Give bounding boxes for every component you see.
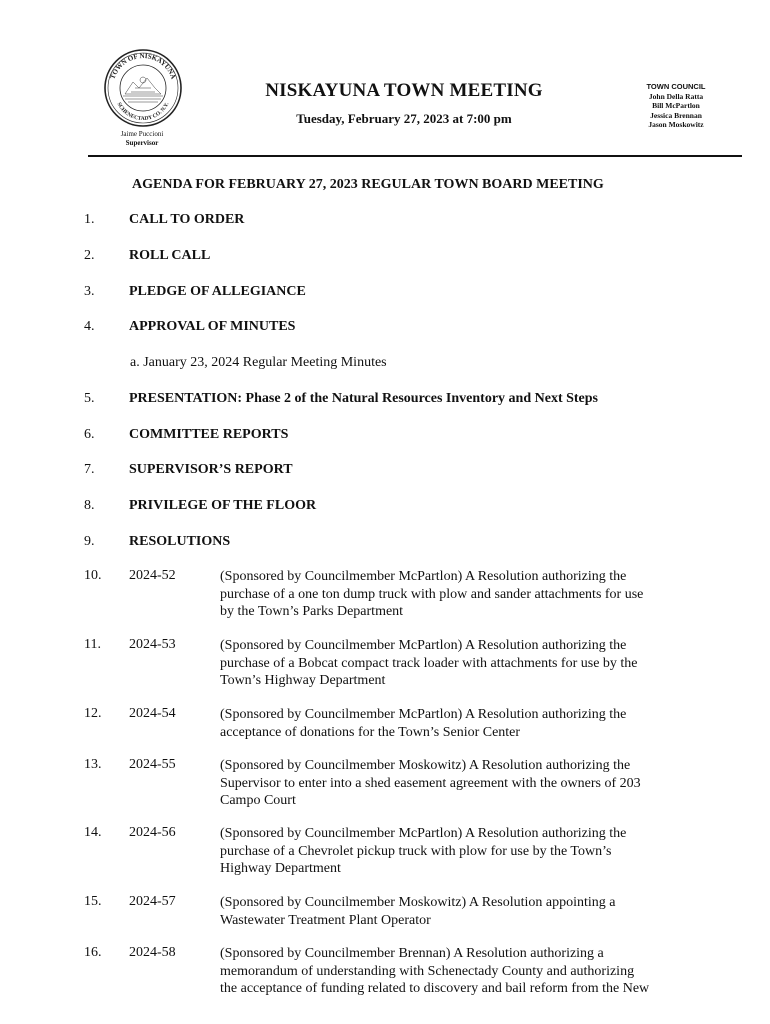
resolution-line: the acceptance of funding related to discovery and bail reform from the New [220, 981, 650, 996]
document-title: NISKAYUNA TOWN MEETING [265, 80, 543, 101]
resolution-id: 2024-52 [129, 568, 176, 583]
item-number: 7. [84, 462, 95, 477]
resolution-text [220, 894, 690, 929]
resolution-text [220, 637, 690, 690]
resolution-line: purchase of a Bobcat compact track loader with attachments for use by the [220, 655, 638, 671]
resolution-line: Wastewater Treatment Plant Operator [220, 912, 431, 928]
item-label: ROLL CALL [129, 248, 211, 263]
council-member: John Della Ratta [648, 91, 704, 101]
item-number: 8. [84, 498, 95, 513]
resolution-line: purchase of a Chevrolet pickup truck with plow for use by the Town’s [220, 843, 612, 859]
item-number: 4. [84, 319, 95, 334]
item-label: PRESENTATION: Phase 2 of the Natural Resources Inventory and Next Steps [129, 391, 598, 406]
item-number: 16. [84, 945, 102, 960]
item-number: 2. [84, 248, 95, 263]
resolution-line: purchase of a one ton dump truck with plow and sander attachments for use [220, 586, 644, 602]
item-number: 1. [84, 212, 95, 227]
item-number: 3. [84, 284, 95, 299]
resolution-text [220, 945, 690, 998]
council-heading: TOWN COUNCIL [646, 82, 706, 91]
council-member: Bill McPartlon [652, 101, 700, 110]
item-label: PRIVILEGE OF THE FLOOR [129, 498, 317, 513]
resolution-id: 2024-54 [129, 706, 176, 721]
svg-text:SCHENECTADY CO. N.Y.: SCHENECTADY CO. N.Y. [115, 101, 171, 123]
item-label: CALL TO ORDER [129, 212, 245, 227]
item-number: 5. [84, 391, 95, 406]
resolution-line: (Sponsored by Councilmember Moskowitz) A Resolution authorizing the [220, 758, 631, 773]
resolution-line: Supervisor to enter into a shed easement agreement with the owners of 203 [220, 775, 641, 791]
resolution-id: 2024-57 [129, 894, 176, 909]
resolution-text [220, 825, 690, 878]
item-label: PLEDGE OF ALLEGIANCE [129, 284, 306, 299]
resolution-line: acceptance of donations for the Town’s Senior Center [220, 724, 521, 740]
meeting-date: Tuesday, February 27, 2023 at 7:00 pm [296, 111, 512, 126]
resolution-line: (Sponsored by Councilmember McPartlon) A Resolution authorizing the [220, 569, 627, 584]
item-number: 14. [84, 825, 102, 840]
resolution-line: (Sponsored by Councilmember Moskowitz) A Resolution appointing a [220, 895, 616, 910]
resolution-text [220, 706, 690, 741]
item-number: 12. [84, 706, 102, 721]
item-number: 9. [84, 534, 95, 549]
resolution-id: 2024-58 [129, 945, 176, 960]
item-label: COMMITTEE REPORTS [129, 427, 289, 442]
item-number: 6. [84, 427, 95, 442]
resolution-text [220, 757, 690, 810]
item-label: APPROVAL OF MINUTES [129, 319, 296, 334]
resolution-line: (Sponsored by Councilmember McPartlon) A Resolution authorizing the [220, 826, 627, 841]
resolution-line: (Sponsored by Councilmember McPartlon) A Resolution authorizing the [220, 707, 627, 722]
resolution-line: (Sponsored by Councilmember Brennan) A Resolution authorizing a [220, 946, 604, 961]
header-divider [88, 155, 742, 157]
resolution-line: by the Town’s Parks Department [220, 604, 404, 619]
agenda-title: AGENDA FOR FEBRUARY 27, 2023 REGULAR TOWN BOARD MEETING [132, 177, 604, 192]
item-number: 11. [84, 637, 101, 652]
item-label: SUPERVISOR’S REPORT [129, 462, 293, 477]
supervisor-block [92, 130, 192, 148]
resolution-line: memorandum of understanding with Schenectady County and authorizing [220, 963, 635, 979]
council-member: Jason Moskowitz [648, 120, 704, 129]
minutes-subitem: a. January 23, 2024 Regular Meeting Minutes [130, 355, 387, 370]
resolution-line: Town’s Highway Department [220, 673, 386, 688]
item-number: 10. [84, 568, 102, 583]
council-member: Jessica Brennan [650, 110, 702, 120]
item-label: RESOLUTIONS [129, 534, 231, 549]
resolution-line: (Sponsored by Councilmember McPartlon) A Resolution authorizing the [220, 638, 627, 653]
resolution-id: 2024-56 [129, 825, 176, 840]
resolution-id: 2024-53 [129, 637, 176, 652]
town-council-block [628, 82, 724, 130]
supervisor-role: Supervisor [125, 139, 159, 147]
resolution-line: Highway Department [220, 861, 341, 876]
item-number: 15. [84, 894, 102, 909]
resolution-id: 2024-55 [129, 757, 176, 772]
supervisor-name: Jaime Puccioni [120, 130, 164, 138]
resolution-text [220, 568, 690, 621]
svg-text:TOWN OF NISKAYUNA: TOWN OF NISKAYUNA [108, 51, 178, 81]
town-seal-logo [103, 48, 183, 128]
item-number: 13. [84, 757, 102, 772]
resolution-line: Campo Court [220, 793, 296, 808]
